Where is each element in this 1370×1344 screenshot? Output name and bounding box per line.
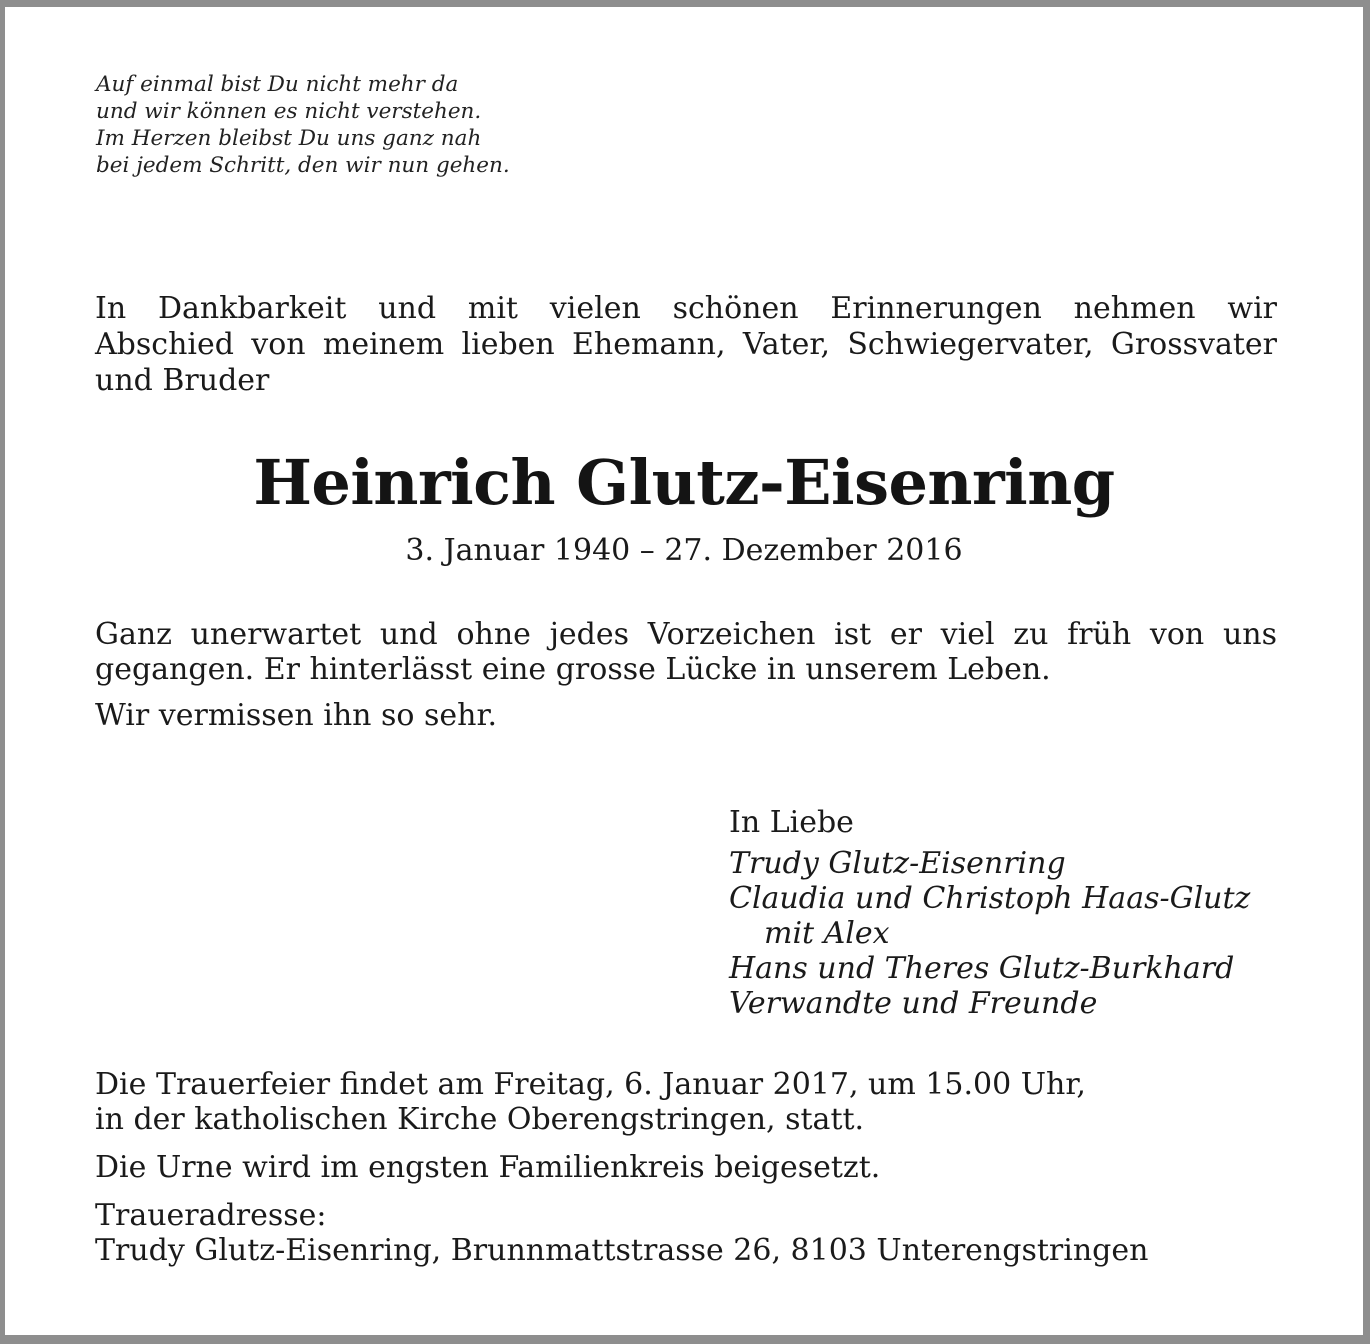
intro-line: Abschied von meinem lieben Ehemann, Vater, Schwiegervater, Grossvater xyxy=(95,327,1277,362)
message-line: gegangen. Er hinterlässt eine grosse Lücke in unserem Leben. xyxy=(95,652,1051,687)
mourner-name: Hans und Theres Glutz-Burkhard xyxy=(729,951,1235,986)
mourner-name: Verwandte und Freunde xyxy=(729,986,1098,1021)
mourner-name: Trudy Glutz-Eisenring xyxy=(729,846,1066,881)
mourning-address: Trudy Glutz-Eisenring, Brunnmattstrasse 26, 8103 Unterengstringen xyxy=(95,1233,1149,1268)
poem-line: Im Herzen bleibst Du uns ganz nah xyxy=(96,126,482,151)
message-paragraph xyxy=(95,617,1277,733)
address-label: Traueradresse: xyxy=(95,1198,327,1233)
message-closing: Wir vermissen ihn so sehr. xyxy=(95,698,498,733)
signature-block xyxy=(729,805,1250,1021)
signature-heading: In Liebe xyxy=(729,805,854,840)
intro-line: In Dankbarkeit und mit vielen schönen Erinnerungen nehmen wir xyxy=(95,291,1277,326)
memorial-poem xyxy=(96,71,510,179)
obituary-notice xyxy=(5,7,1363,1335)
intro-paragraph xyxy=(95,291,1277,399)
ceremony-line: in der katholischen Kirche Oberengstringen, statt. xyxy=(95,1102,865,1137)
message-line: Ganz unerwartet und ohne jedes Vorzeichen ist er viel zu früh von uns xyxy=(95,617,1277,652)
poem-line: bei jedem Schritt, den wir nun gehen. xyxy=(96,153,510,178)
mourner-name: mit Alex xyxy=(764,916,890,951)
urn-note: Die Urne wird im engsten Familienkreis beigesetzt. xyxy=(95,1150,881,1185)
mourner-name: Claudia und Christoph Haas-Glutz xyxy=(729,881,1251,916)
ceremony-line: Die Trauerfeier findet am Freitag, 6. Januar 2017, um 15.00 Uhr, xyxy=(95,1067,1086,1102)
poem-line: und wir können es nicht verstehen. xyxy=(96,99,482,124)
poem-line: Auf einmal bist Du nicht mehr da xyxy=(96,72,459,97)
intro-line: und Bruder xyxy=(95,363,270,398)
mourners-list xyxy=(729,846,1250,1021)
service-info xyxy=(95,1067,1277,1268)
life-dates: 3. Januar 1940 – 27. Dezember 2016 xyxy=(405,533,963,568)
deceased-name: Heinrich Glutz-Eisenring xyxy=(253,446,1115,519)
